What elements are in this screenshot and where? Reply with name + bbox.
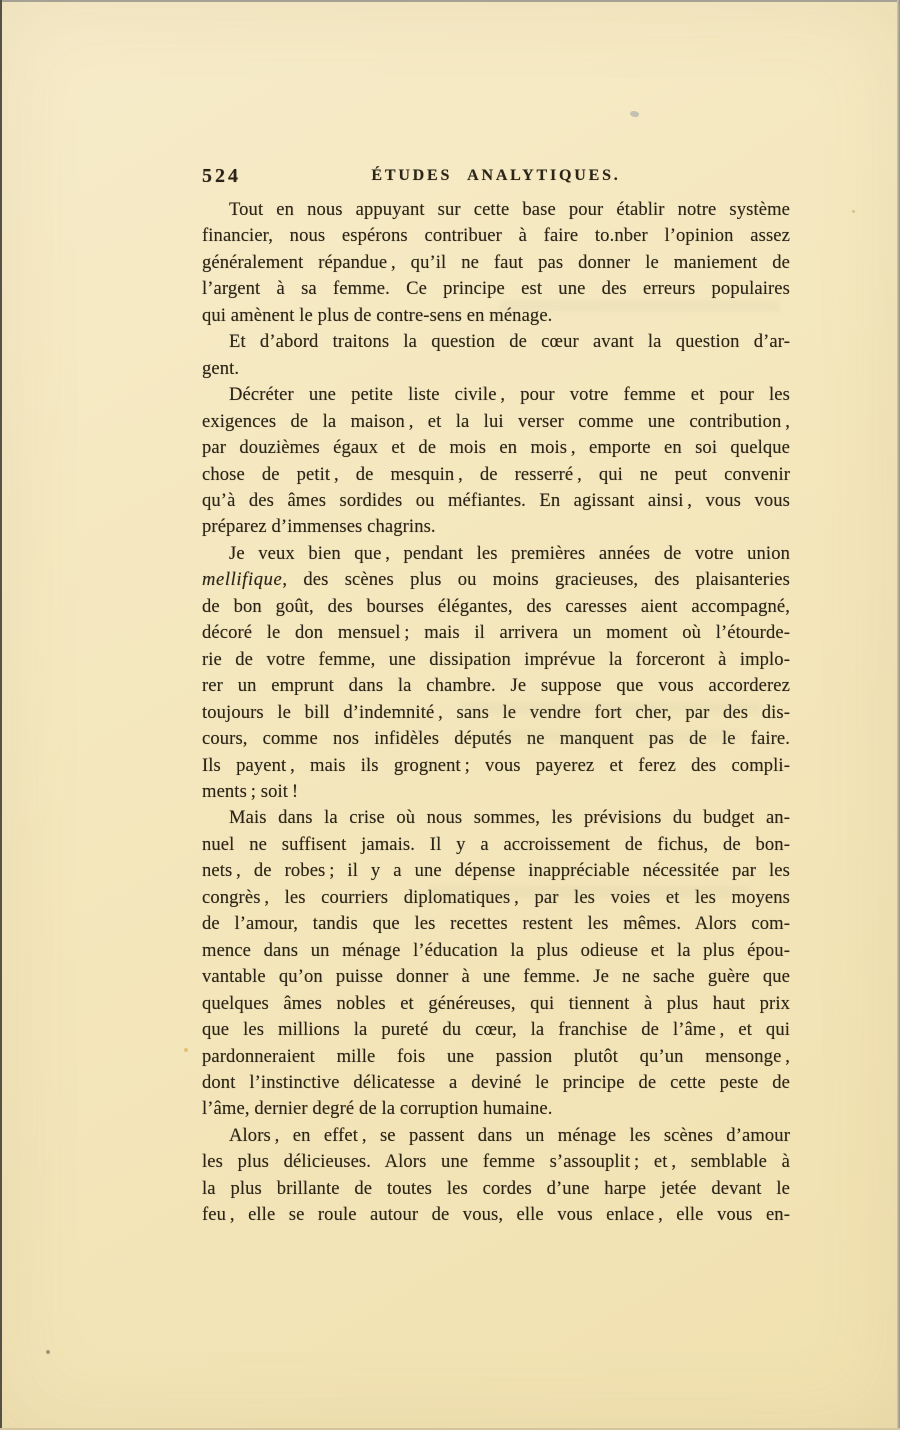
ink-bleed-through [430, 886, 750, 898]
text-line: quelques âmes nobles et généreuses, qui tiennent à plus haut prix [202, 992, 790, 1014]
scan-edge-top [0, 0, 900, 2]
text-line: décoré le don mensuel ; mais il arrivera un moment où l’étourde- [202, 622, 790, 644]
page-number: 524 [202, 165, 241, 187]
paragraph [202, 805, 790, 1122]
text-line: Décréter une petite liste civile , pour votre femme et pour les [229, 384, 790, 406]
text-line: mellifique, des scènes plus ou moins gracieuses, des plaisanteries [202, 569, 790, 591]
ink-bleed-through [460, 702, 760, 714]
text-line: ments ; soit ! [202, 780, 299, 802]
text-line: la plus brillante de toutes les cordes d’une harpe jetée devant le [202, 1177, 790, 1199]
text-line: qu’à des âmes sordides ou méfiantes. En agissant ainsi , vous vous [202, 489, 790, 511]
ink-bleed-through [500, 300, 780, 312]
paragraph [202, 329, 790, 382]
text-line: exigences de la maison , et la lui verser comme une contribution , [202, 410, 790, 432]
text-line: congrès , les courriers diplomatiques , par les voies et les moyens [202, 886, 790, 908]
text-line: Alors , en effet , se passent dans un ménage les scènes d’amour [229, 1124, 790, 1146]
text-line: dont l’instinctive délicatesse a deviné le principe de cette peste de [202, 1071, 790, 1093]
text-line: Mais dans la crise où nous sommes, les prévisions du budget an- [229, 807, 790, 829]
text-line: cours, comme nos infidèles députés ne manquent pas de le faire. [202, 728, 790, 750]
text-line: vantable qu’on puisse donner à une femme. Je ne sache guère que [202, 966, 790, 988]
paper-speck [184, 1048, 188, 1052]
text-line: généralement répandue , qu’il ne faut pas donner le maniement de [202, 251, 790, 273]
text-line: nuel ne suffisent jamais. Il y a accroissement de fichus, de bon- [202, 833, 790, 855]
text-line: mence dans un ménage l’éducation la plus odieuse et la plus épou- [202, 939, 790, 961]
text-line: Et d’abord traitons la question de cœur avant la question d’ar- [229, 331, 790, 353]
scan-edge-left [0, 0, 2, 1430]
text-line: feu , elle se roule autour de vous, elle vous enlace , elle vous en- [202, 1204, 790, 1226]
paragraph [202, 541, 790, 806]
text-line: nets , de robes ; il y a une dépense inappréciable nécessitée par les [202, 860, 790, 882]
text-line: qui amènent le plus de contre-sens en ménage. [202, 304, 553, 326]
text-line: préparez d’immenses chagrins. [202, 516, 436, 538]
text-line: les plus délicieuses. Alors une femme s’assouplit ; et , semblable à [202, 1151, 790, 1173]
paper-speck [46, 1350, 50, 1354]
text-line: de bon goût, des bourses élégantes, des caresses aient accompagné, [202, 595, 790, 617]
text-line: toujours le bill d’indemnité , sans le vendre fort cher, par des dis- [202, 701, 790, 723]
text-line: l’argent à sa femme. Ce principe est une des erreurs populaires [202, 278, 790, 300]
text-line: pardonneraient mille fois une passion plutôt qu’un mensonge , [202, 1045, 790, 1067]
text-line: par douzièmes égaux et de mois en mois , emporte en soi quelque [202, 437, 790, 459]
page-header [202, 164, 790, 190]
ink-bleed-through [480, 730, 740, 742]
text-line: rie de votre femme, une dissipation imprévue la forceront à implo- [202, 648, 790, 670]
running-title: ÉTUDES ANALYTIQUES. [371, 167, 621, 184]
text-line: Je veux bien que , pendant les premières années de votre union [229, 542, 790, 564]
text-line: que les millions la pureté du cœur, la franchise de l’âme , et qui [202, 1019, 790, 1041]
text-line: rer un emprunt dans la chambre. Je suppose que vous accorderez [202, 675, 790, 697]
text-line: de l’amour, tandis que les recettes restent les mêmes. Alors com- [202, 913, 790, 935]
text-line: financier, nous espérons contribuer à faire to.nber l’opinion assez [202, 225, 790, 247]
text-line: Tout en nous appuyant sur cette base pour établir notre système [229, 199, 790, 220]
paragraph [202, 1123, 790, 1229]
paragraph [202, 382, 790, 541]
text-line: Ils payent , mais ils grognent ; vous payerez et ferez des compli- [202, 754, 790, 776]
text-line: gent. [202, 357, 240, 379]
paper-speck [852, 210, 855, 213]
paper-speck [629, 110, 639, 118]
text-line: chose de petit , de mesquin , de resserré , qui ne peut convenir [202, 463, 790, 485]
text-line: l’âme, dernier degré de la corruption humaine. [202, 1098, 553, 1120]
